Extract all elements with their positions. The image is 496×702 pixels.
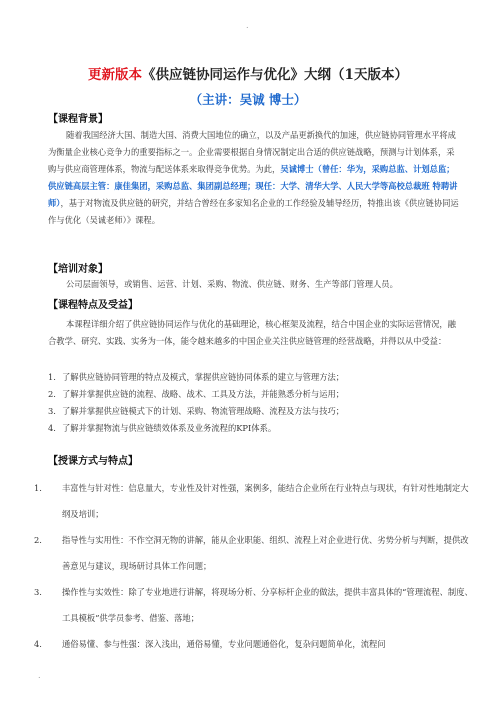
background-text-b: ，基于对物流及供应链的研究，并结合曾经在多家知名企业的工作经验及辅导经历，特推出该《供应链协同运作与优化（吴诚老师）》课程。 [48,198,459,225]
document-title [0,63,496,83]
lecturer-subtitle: （主讲：吴诚 博士） [189,92,307,107]
background-text-a: 随着我国经济大国、制造大国、消费大国地位的确立，以及产品更新换代的加速，供应链协同管理水平将成为衡量企业核心竞争力的重要指标之一。企业需要根据自身情况制定出合适的供应链战略，预测与计划体系，采购与供应商管理体系，物流与配送体系来取得竞争优势。为此， [48,130,456,174]
heading-method: 【授课方式与特点】 [48,456,138,467]
background-paragraph [48,127,462,229]
features-paragraph: 本课程详细介绍了供应链协同运作与优化的基础理论，核心框架及流程，结合中国企业的实际运营情况，融合教学、研究、实践、实务为一体，能令越来越多的中国企业关注供应链管理的经营战略，并得以从中受益： [48,319,456,346]
method-item: 4. 通俗易懂、参与性强：深入浅出，通俗易懂，专业问题通俗化，复杂问题简单化，流程问 [34,639,386,649]
benefit-item: 4. 了解并掌握物流与供应链绩效体系及业务流程的KPI体系。 [48,423,277,433]
method-item: 2. 指导性与实用性：不作空洞无物的讲解，能从企业职能、组织、流程上对企业进行优、劣势分析与判断，提供改善意见与建议，现场研讨具体工作问题； [34,535,469,571]
benefit-item: 1. 了解供应链协同管理的特点及模式，掌握供应链协同体系的建立与管理方法； [48,372,345,382]
heading-features: 【课程特点及受益】 [48,300,138,311]
method-item: 3. 操作性与实效性：除了专业地进行讲解，将现场分析、分享标杆企业的做法，提供丰富具体的“管理流程、制度、工具模板”供学员参考、借鉴、落地； [34,587,473,623]
benefit-item: 2. 了解并掌握供应链的流程、战略、战术、工具及方法，并能熟悉分析与运用； [48,389,345,399]
method-item: 1. 丰富性与针对性：信息量大，专业性及针对性强，案例多，能结合企业所在行业特点与现状，有针对性地制定大纲及培训； [34,483,469,519]
heading-background: 【课程背景】 [48,114,108,125]
lecturer-bio: 吴诚博士（曾任：华为，采购总监、计划总监；供应链高层主管：康佳集团，采购总监、集团副总经理；现任：大学、清华大学、人民大学等高校总裁班 特聘讲师） [48,164,458,208]
audience-text: 公司层面领导，或销售、运营、计划、采购、物流、供应链、财务、生产等部门管理人员。 [66,279,398,289]
header-dot: . [246,21,249,30]
title-version-tag: 更新版本 [88,67,143,83]
title-text: 《供应链协同运作与优化》大纲（1天版本） [142,67,408,83]
benefit-item: 3. 了解并掌握供应链模式下的计划、采购、物流管理战略、流程及方法与技巧； [48,406,345,416]
heading-audience: 【培训对象】 [48,264,108,275]
footer-dot: . [38,671,41,680]
